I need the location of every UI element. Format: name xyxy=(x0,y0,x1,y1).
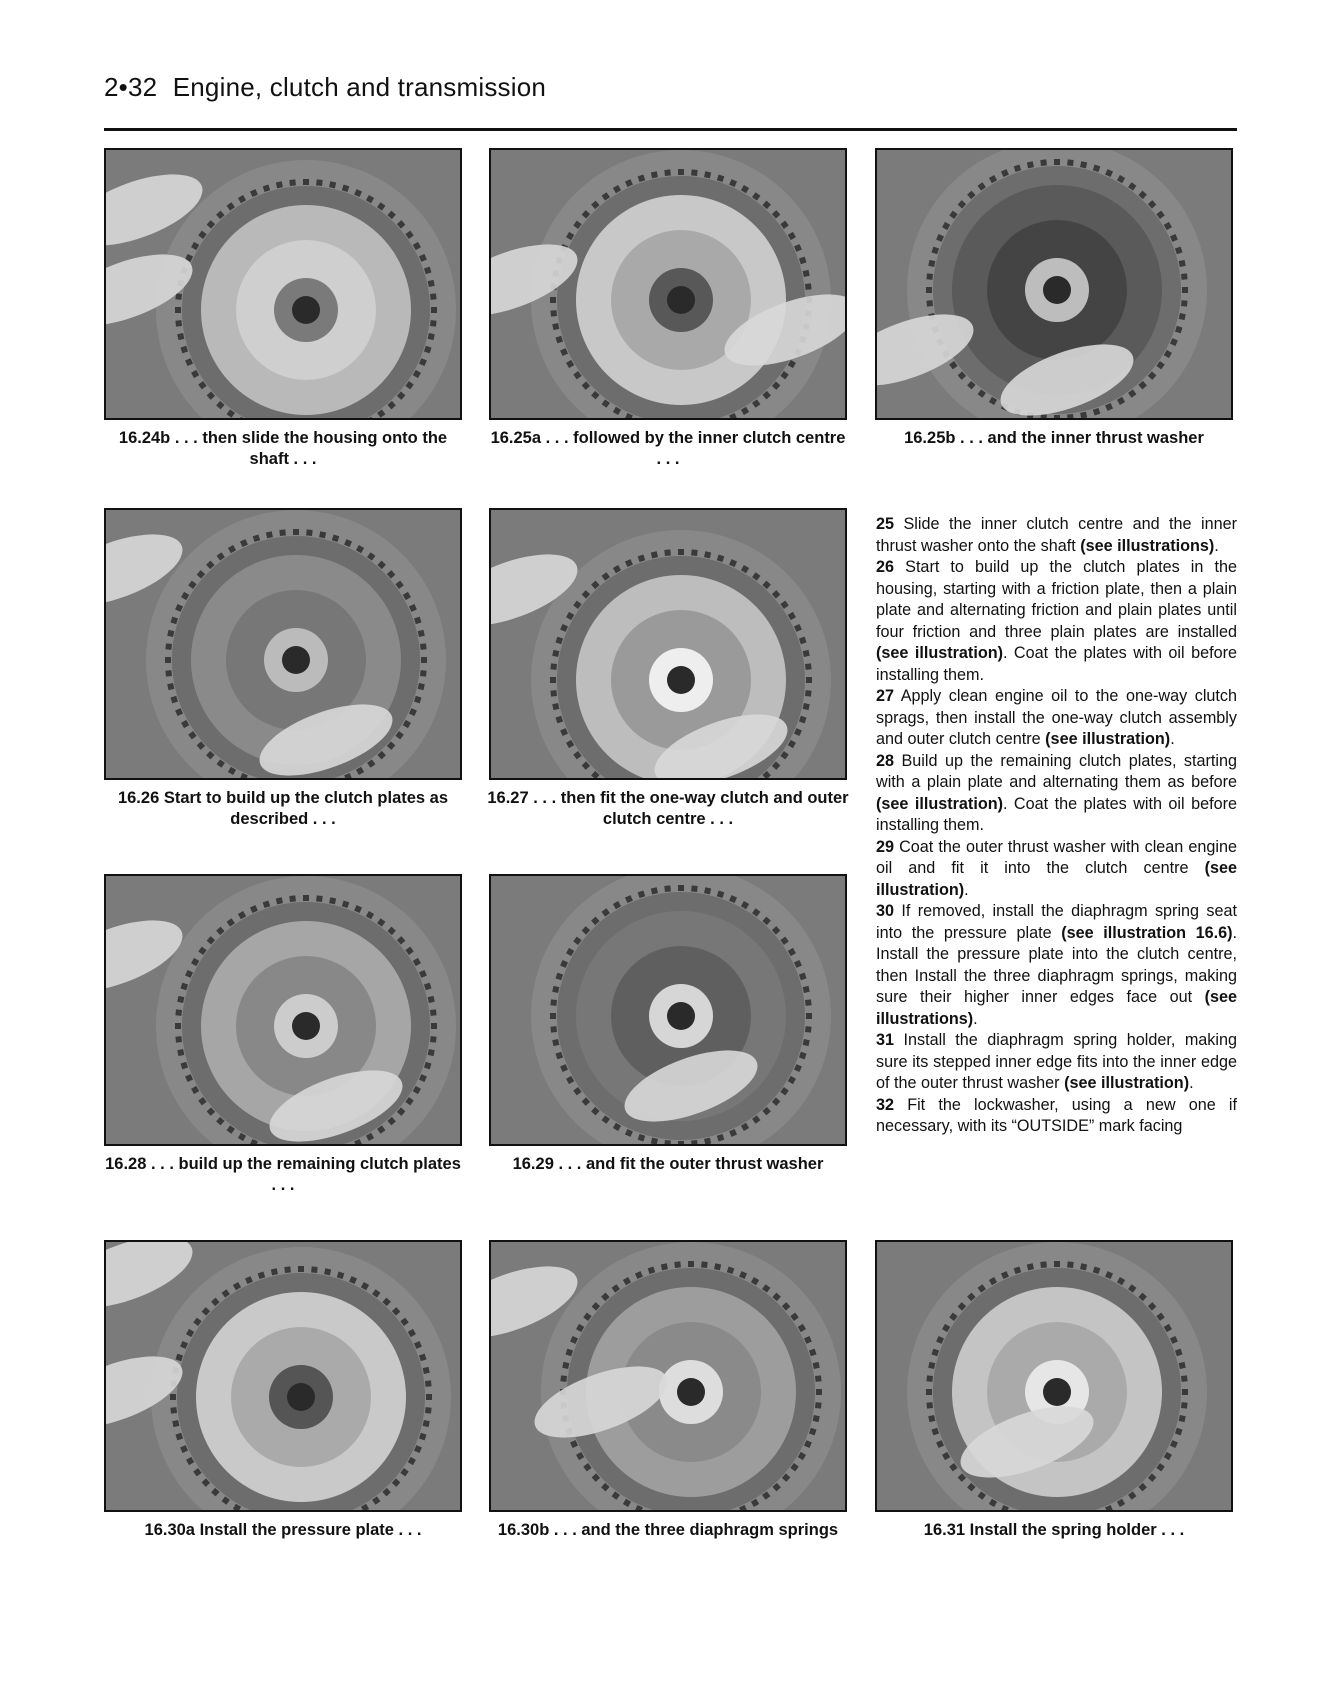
photo-16-30a xyxy=(104,1240,462,1512)
step-text: . Coat the plates with oil before installing them. xyxy=(876,644,1237,684)
step-text: . Install the pressure plate into the clutch centre, then Install the three diaphragm springs, making sure their higher inner edges face out xyxy=(876,923,1237,1006)
caption-16-24b: 16.24b . . . then slide the housing onto the shaft . . . xyxy=(118,429,448,468)
step-text: . Coat the plates with oil before installing them. xyxy=(876,794,1237,834)
step-text: Slide the inner clutch centre and the inner thrust washer onto the shaft xyxy=(876,515,1237,555)
photo-illustration xyxy=(106,150,460,418)
step-text: Coat the outer thrust washer with clean engine oil and fit it into the clutch centre xyxy=(876,837,1237,877)
caption-16-27: 16.27 . . . then fit the one-way clutch and outer clutch centre . . . xyxy=(487,789,849,828)
step-text: . xyxy=(1189,1074,1194,1092)
step-number: 30 xyxy=(876,902,895,920)
step-paragraph xyxy=(876,557,1237,686)
caption-16-31: 16.31 Install the spring holder . . . xyxy=(923,1521,1185,1539)
caption-16-26: 16.26 Start to build up the clutch plates as described . . . xyxy=(117,789,449,828)
photo-illustration xyxy=(106,510,460,778)
step-text: If removed, install the diaphragm spring seat into the pressure plate xyxy=(876,902,1237,942)
illustration-reference: (see illustration) xyxy=(1064,1074,1190,1092)
photo-illustration xyxy=(491,1242,845,1510)
photo-16-30b xyxy=(489,1240,847,1512)
photo-16-31 xyxy=(875,1240,1233,1512)
step-paragraph xyxy=(876,837,1237,902)
illustration-reference: (see illustration) xyxy=(876,644,1003,662)
illustration-reference: (see illustration) xyxy=(1045,730,1171,748)
step-text: Start to build up the clutch plates in the housing, starting with a friction plate, then a plain plate and alternating friction and plain plates until four friction and three plain plates are installed xyxy=(876,558,1238,641)
photo-illustration xyxy=(491,510,845,778)
procedure-text xyxy=(876,514,1237,1138)
illustration-reference: (see illustrations) xyxy=(1080,536,1215,555)
caption-16-29: 16.29 . . . and fit the outer thrust washer xyxy=(512,1155,824,1173)
step-paragraph xyxy=(876,1095,1237,1138)
step-paragraph xyxy=(876,686,1237,751)
step-number: 28 xyxy=(876,751,895,770)
photo-16-25a xyxy=(489,148,847,420)
illustration-reference: (see illustration) xyxy=(876,859,1237,899)
caption-16-28: 16.28 . . . build up the remaining clutch plates . . . xyxy=(105,1155,461,1194)
step-number: 26 xyxy=(876,558,895,576)
caption-16-25b: 16.25b . . . and the inner thrust washer xyxy=(904,429,1204,447)
photo-illustration xyxy=(491,150,845,418)
step-text: Apply clean engine oil to the one-way clutch sprags, then install the one-way clutch assembly and outer clutch centre xyxy=(876,687,1238,748)
step-number: 31 xyxy=(876,1031,895,1049)
illustration-reference: (see illustrations) xyxy=(876,988,1237,1028)
step-number: 29 xyxy=(876,837,895,856)
step-text: . xyxy=(1214,536,1219,555)
caption-16-30b: 16.30b . . . and the three diaphragm springs xyxy=(497,1521,839,1539)
step-text: Build up the remaining clutch plates, starting with a plain plate and alternating them as before xyxy=(876,751,1237,791)
header-rule xyxy=(104,128,1237,131)
illustration-reference: (see illustration) xyxy=(876,794,1003,813)
photo-16-27 xyxy=(489,508,847,780)
chapter-title: Engine, clutch and transmission xyxy=(172,72,547,102)
step-paragraph xyxy=(876,901,1237,1030)
photo-16-29 xyxy=(489,874,847,1146)
step-text: . xyxy=(973,1009,978,1028)
photo-illustration xyxy=(106,876,460,1144)
step-number: 32 xyxy=(876,1095,895,1114)
photo-illustration xyxy=(877,1242,1231,1510)
caption-16-30a: 16.30a Install the pressure plate . . . xyxy=(144,1521,422,1539)
step-paragraph xyxy=(876,1030,1237,1095)
photo-illustration xyxy=(491,876,845,1144)
photo-16-28 xyxy=(104,874,462,1146)
photo-16-25b xyxy=(875,148,1233,420)
page-number: 2•32 xyxy=(104,72,158,102)
step-text: . xyxy=(1170,730,1175,748)
photo-illustration xyxy=(106,1242,460,1510)
step-text: . xyxy=(964,880,969,899)
caption-16-25a: 16.25a . . . followed by the inner clutch centre . . . xyxy=(490,429,846,468)
step-text: Fit the lockwasher, using a new one if necessary, with its “OUTSIDE” mark facing xyxy=(876,1095,1237,1135)
step-number: 27 xyxy=(876,687,895,705)
photo-illustration xyxy=(877,150,1231,418)
step-number: 25 xyxy=(876,515,895,533)
step-paragraph xyxy=(876,514,1237,557)
step-paragraph xyxy=(876,751,1237,837)
step-text: Install the diaphragm spring holder, making sure its stepped inner edge fits into the inner edge of the outer thrust washer xyxy=(876,1031,1238,1092)
illustration-reference: (see illustration 16.6) xyxy=(1061,923,1233,942)
photo-16-24b xyxy=(104,148,462,420)
page-header xyxy=(104,72,546,103)
photo-16-26 xyxy=(104,508,462,780)
